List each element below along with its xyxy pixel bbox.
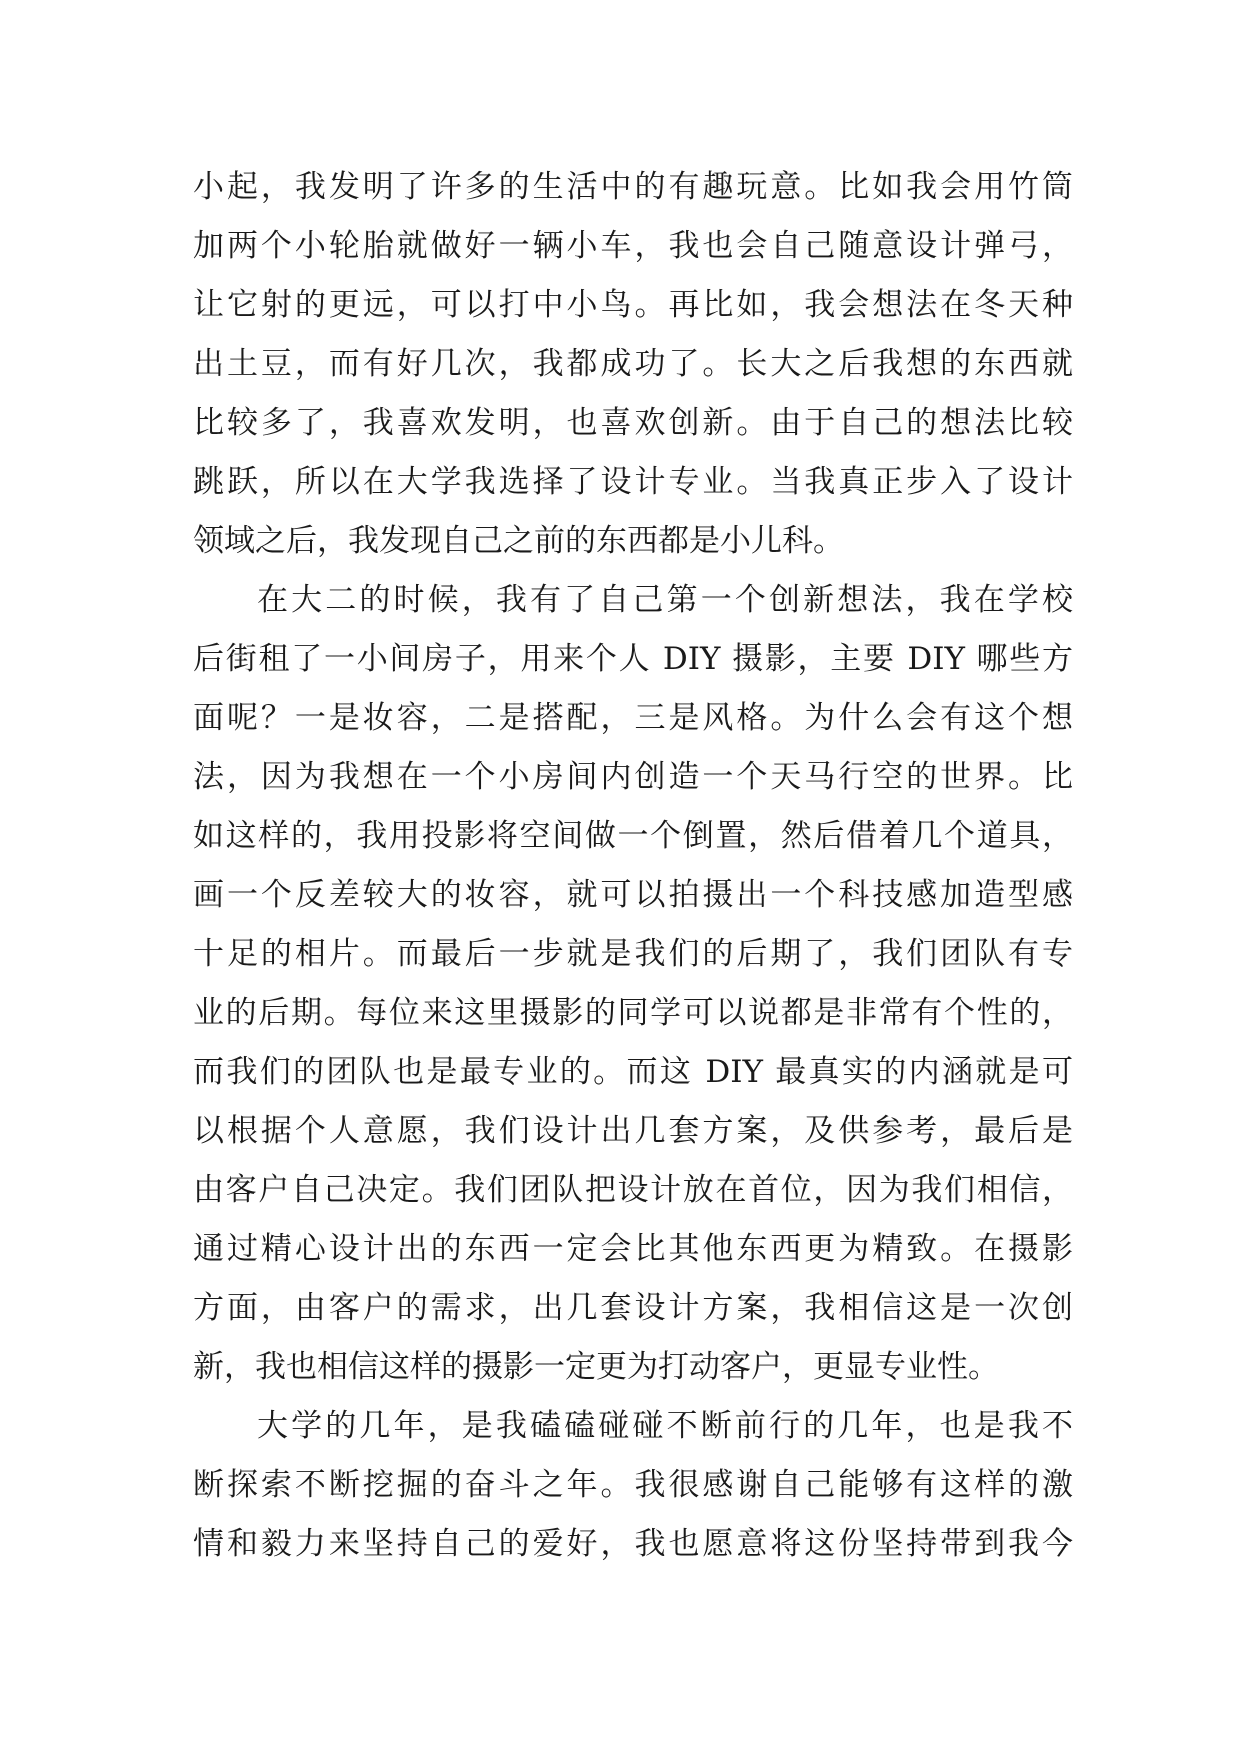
paragraph-1 [193,158,1073,571]
text-line: 领域之后，我发现自己之前的东西都是小儿科。 [193,523,844,559]
text-line: 出土豆，而有好几次，我都成功了。长大之后我想的东西就 [193,346,1073,382]
text-line: 小起，我发明了许多的生活中的有趣玩意。比如我会用竹筒 [193,169,1073,205]
text-line: 后街租了一小间房子，用来个人 DIY 摄影，主要 DIY 哪些方 [193,641,1073,677]
text-line: 比较多了，我喜欢发明，也喜欢创新。由于自己的想法比较 [193,405,1073,441]
text-line: 加两个小轮胎就做好一辆小车，我也会自己随意设计弹弓， [193,228,1073,264]
text-line: 面呢？一是妆容，二是搭配，三是风格。为什么会有这个想 [193,700,1073,736]
body-text [193,158,1073,1574]
text-line: 画一个反差较大的妆容，就可以拍摄出一个科技感加造型感 [193,877,1073,913]
text-line: 跳跃，所以在大学我选择了设计专业。当我真正步入了设计 [193,464,1073,500]
text-line: 在大二的时候，我有了自己第一个创新想法，我在学校 [257,582,1073,618]
text-line: 如这样的，我用投影将空间做一个倒置，然后借着几个道具， [193,818,1073,854]
text-line: 由客户自己决定。我们团队把设计放在首位，因为我们相信， [193,1172,1073,1208]
paragraph-3 [193,1397,1073,1574]
text-line: 新，我也相信这样的摄影一定更为打动客户，更显专业性。 [193,1349,999,1385]
text-line: 让它射的更远，可以打中小鸟。再比如，我会想法在冬天种 [193,287,1073,323]
paragraph-2 [193,571,1073,1397]
text-line: 业的后期。每位来这里摄影的同学可以说都是非常有个性的， [193,995,1073,1031]
text-line: 法，因为我想在一个小房间内创造一个天马行空的世界。比 [193,759,1073,795]
text-line: 情和毅力来坚持自己的爱好，我也愿意将这份坚持带到我今 [193,1526,1073,1562]
text-line: 方面，由客户的需求，出几套设计方案，我相信这是一次创 [193,1290,1073,1326]
text-line: 大学的几年，是我磕磕碰碰不断前行的几年，也是我不 [257,1408,1073,1444]
text-line: 断探索不断挖掘的奋斗之年。我很感谢自己能够有这样的激 [193,1467,1073,1503]
text-line: 而我们的团队也是最专业的。而这 DIY 最真实的内涵就是可 [193,1054,1073,1090]
text-line: 十足的相片。而最后一步就是我们的后期了，我们团队有专 [193,936,1073,972]
text-line: 通过精心设计出的东西一定会比其他东西更为精致。在摄影 [193,1231,1073,1267]
text-line: 以根据个人意愿，我们设计出几套方案，及供参考，最后是 [193,1113,1073,1149]
